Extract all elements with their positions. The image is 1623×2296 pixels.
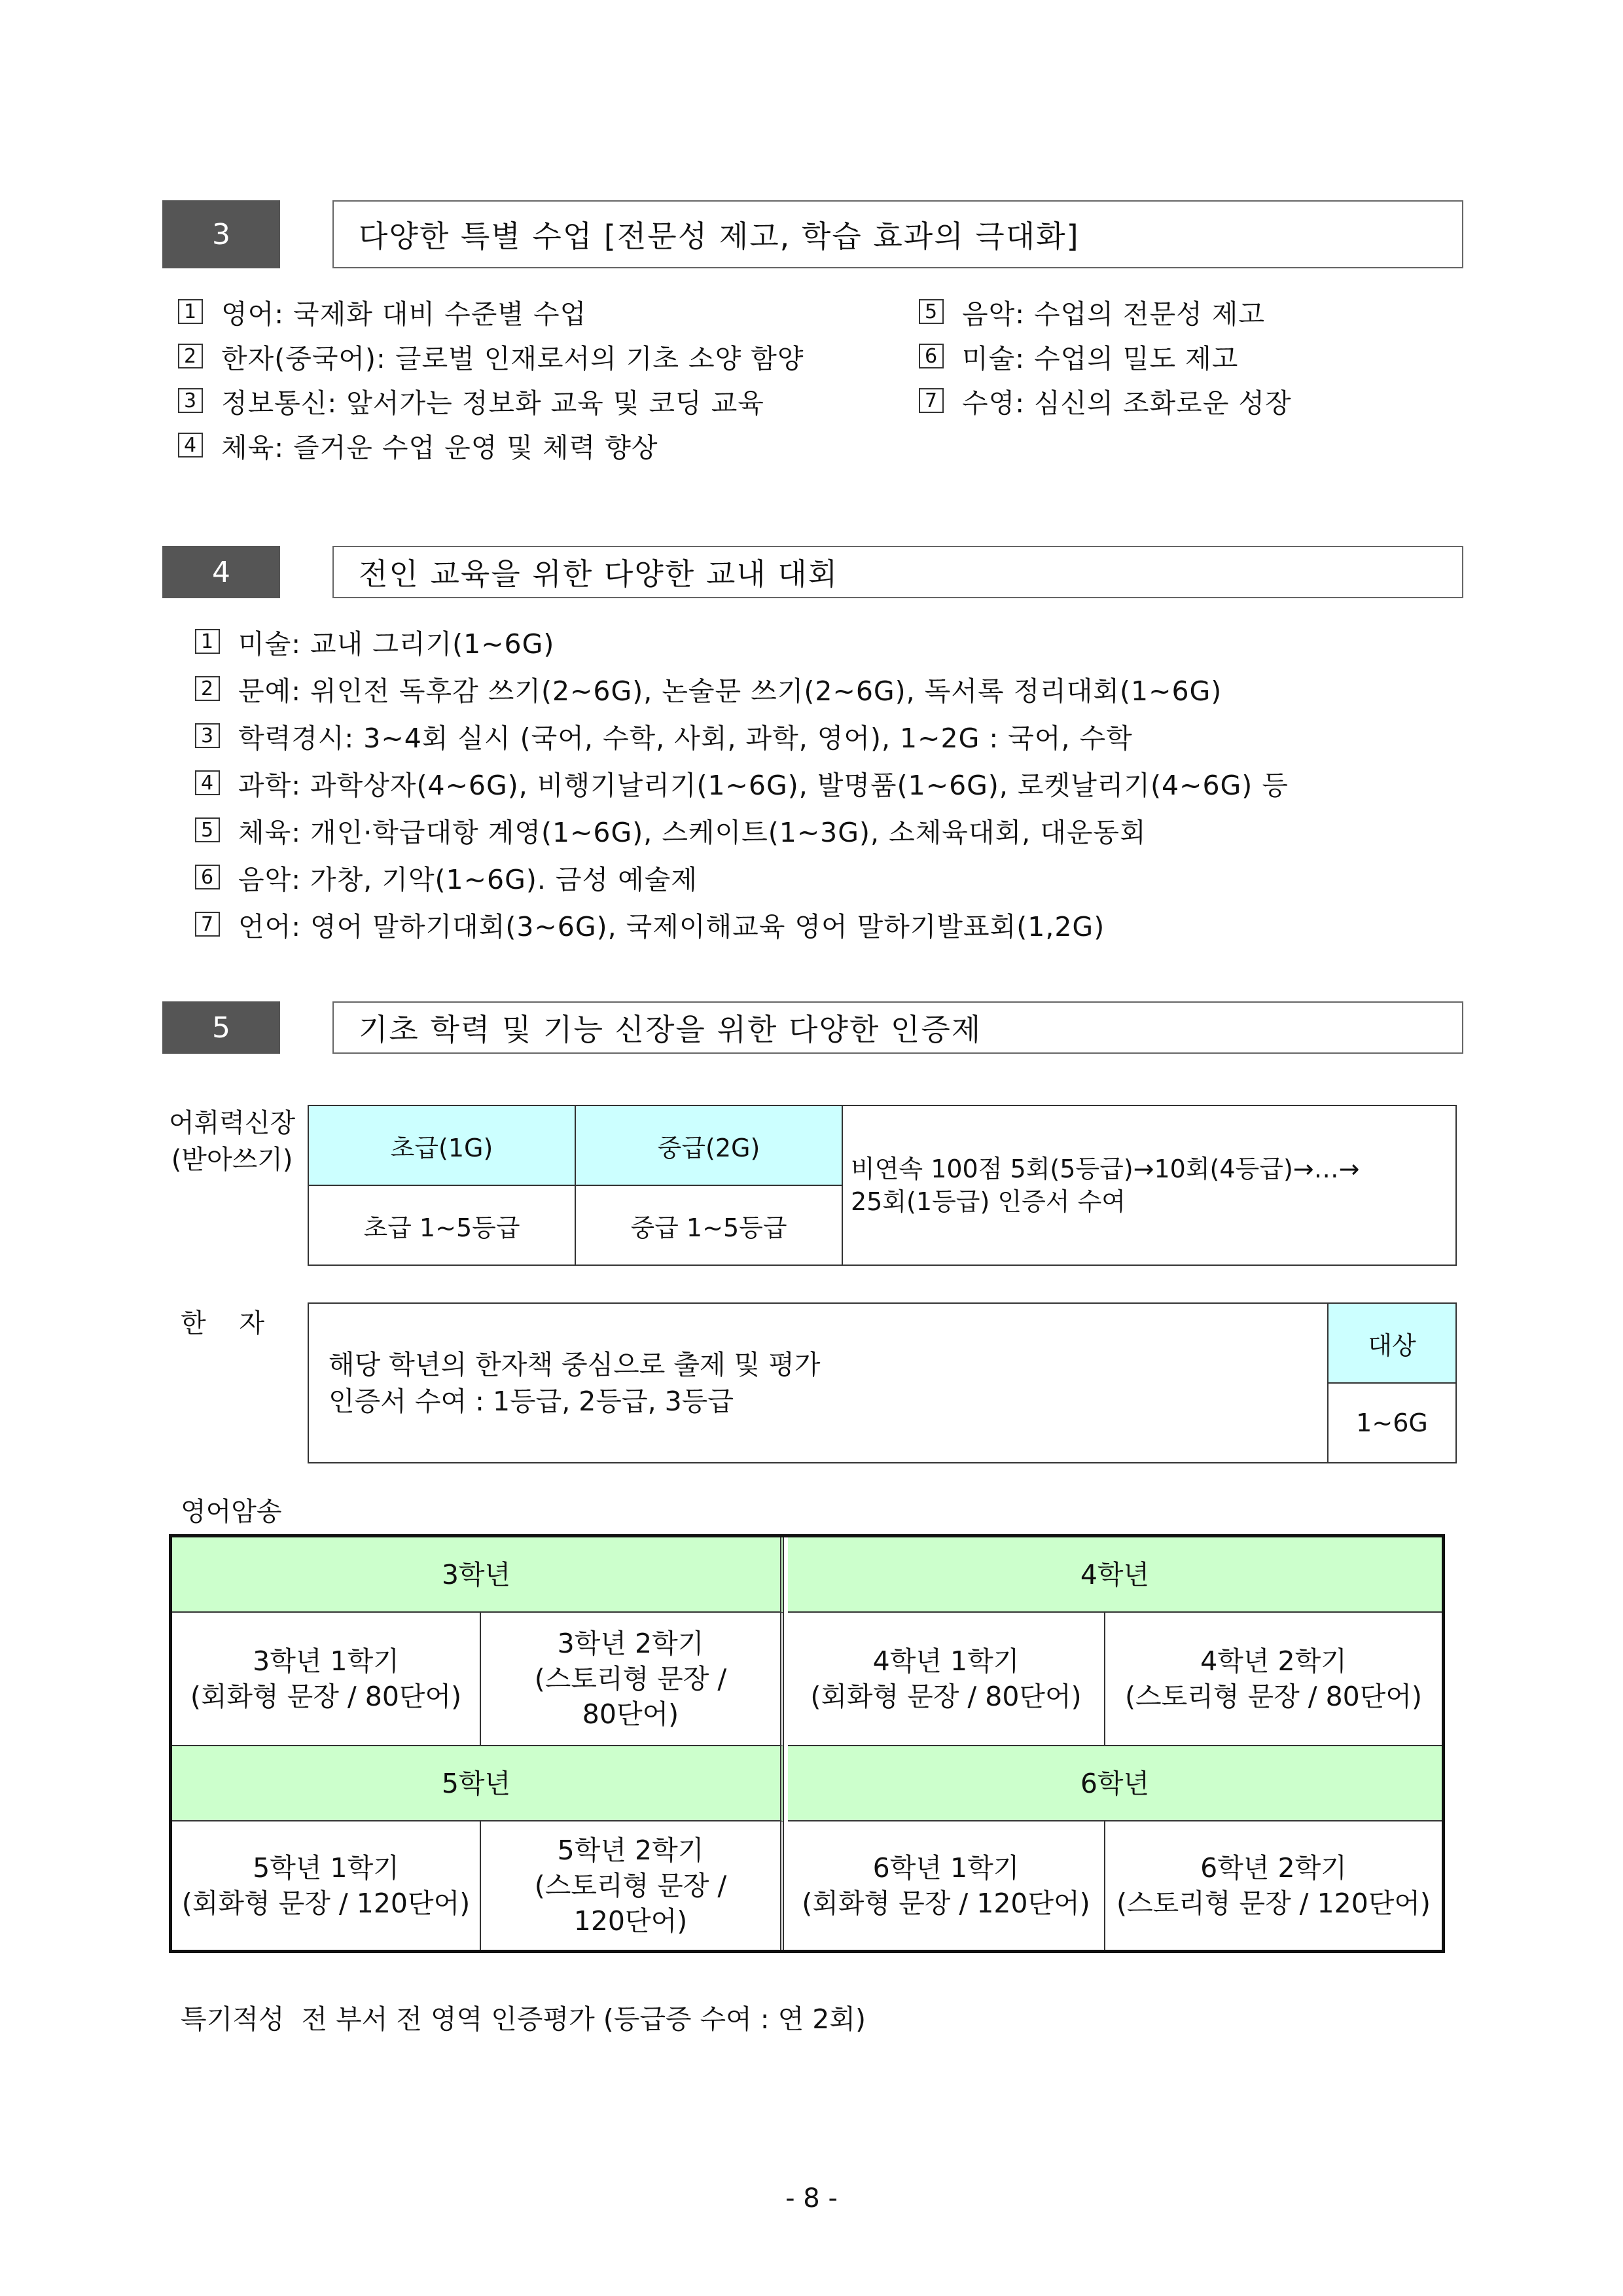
grade-6-header: 6학년 [788, 1746, 1442, 1821]
vocab-cell-intermediate: 중급 1~5등급 [575, 1185, 843, 1266]
vocab-header-intermediate: 중급(2G) [575, 1105, 843, 1186]
checkbox-number: 7 [919, 388, 944, 413]
sec3-item-1: 1 영어: 국제화 대비 수준별 수업 [178, 293, 586, 330]
grade-5-sem2: 5학년 2학기 (스토리형 문장 / 120단어) [481, 1821, 784, 1950]
hanja-label: 한 자 [181, 1308, 265, 1338]
hanja-target-header: 대상 [1327, 1302, 1457, 1384]
grade-5-sem1: 5학년 1학기 (회화형 문장 / 120단어) [172, 1821, 481, 1950]
checkbox-number: 3 [178, 388, 203, 413]
checkbox-number: 1 [195, 629, 220, 654]
checkbox-number: 2 [195, 676, 220, 701]
checkbox-number: 3 [195, 723, 220, 748]
checkbox-number: 5 [195, 817, 220, 842]
checkbox-number: 6 [195, 865, 220, 889]
english-table [169, 1534, 1445, 1953]
section-4-title: 전인 교육을 위한 다양한 교내 대회 [332, 546, 1463, 598]
grade-3-sem1: 3학년 1학기 (회화형 문장 / 80단어) [172, 1613, 481, 1746]
section-5-number: 5 [162, 1001, 280, 1054]
section-5-title: 기초 학력 및 기능 신장을 위한 다양한 인증제 [332, 1001, 1463, 1054]
sec4-item-6: 6 음악: 가창, 기악(1~6G). 금성 예술제 [195, 859, 698, 895]
grade-4-header: 4학년 [788, 1537, 1442, 1613]
checkbox-number: 4 [178, 433, 203, 457]
vocab-header-beginner: 초급(1G) [308, 1105, 576, 1186]
section-4-number: 4 [162, 546, 280, 598]
grade-4-sem2: 4학년 2학기 (스토리형 문장 / 80단어) [1105, 1613, 1442, 1746]
checkbox-number: 2 [178, 344, 203, 368]
special-aptitude-note: 특기적성 전 부서 전 영역 인증평가 (등급증 수여 : 연 2회) [181, 2003, 866, 2035]
checkbox-number: 7 [195, 912, 220, 937]
sec3-item-3: 3 정보통신: 앞서가는 정보화 교육 및 코딩 교육 [178, 382, 764, 419]
sec3-item-2: 2 한자(중국어): 글로벌 인재로서의 기초 소양 함양 [178, 338, 804, 374]
page-number: - 8 - [785, 2183, 838, 2214]
english-label: 영어암송 [181, 1497, 282, 1527]
hanja-target-value: 1~6G [1327, 1382, 1457, 1463]
sec3-item-6: 6 미술: 수업의 밀도 제고 [919, 338, 1238, 374]
grade-6-sem2: 6학년 2학기 (스토리형 문장 / 120단어) [1116, 1852, 1431, 1919]
checkbox-number: 5 [919, 299, 944, 324]
grade-3-sem2: 3학년 2학기 (스토리형 문장 / 80단어) [481, 1613, 784, 1746]
sec3-item-4: 4 체육: 즐거운 수업 운영 및 체력 향상 [178, 427, 658, 463]
section-3-number: 3 [162, 200, 280, 268]
checkbox-number: 1 [178, 299, 203, 324]
hanja-description: 해당 학년의 한자책 중심으로 출제 및 평가 인증서 수여 : 1등급, 2등급, 3등급 [308, 1302, 1329, 1463]
grade-3-header: 3학년 [172, 1537, 784, 1613]
vocab-label: 어휘력신장 (받아쓰기) [169, 1108, 296, 1175]
grade-5-header: 5학년 [172, 1746, 784, 1821]
sec4-item-7: 7 언어: 영어 말하기대회(3~6G), 국제이해교육 영어 말하기발표회(1,2G) [195, 906, 1105, 942]
grade-6-sem1: 6학년 1학기 (회화형 문장 / 120단어) [788, 1821, 1105, 1950]
sec3-item-5: 5 음악: 수업의 전문성 제고 [919, 293, 1265, 330]
sec3-item-7: 7 수영: 심신의 조화로운 성장 [919, 382, 1292, 419]
checkbox-number: 6 [919, 344, 944, 368]
sec4-item-2: 2 문예: 위인전 독후감 쓰기(2~6G), 논술문 쓰기(2~6G), 독서록 정리대회(1~6G) [195, 670, 1222, 707]
checkbox-number: 4 [195, 770, 220, 795]
sec4-item-4: 4 과학: 과학상자(4~6G), 비행기날리기(1~6G), 발명품(1~6G), 로켓날리기(4~6G) 등 [195, 764, 1289, 801]
vocab-description: 비연속 100점 5회(5등급)→10회(4등급)→…→ 25회(1등급) 인증서 수여 [842, 1105, 1457, 1266]
sec4-item-5: 5 체육: 개인·학급대항 계영(1~6G), 스케이트(1~3G), 소체육대회, 대운동회 [195, 812, 1147, 848]
grade-4-sem1: 4학년 1학기 (회화형 문장 / 80단어) [788, 1613, 1105, 1746]
sec4-item-1: 1 미술: 교내 그리기(1~6G) [195, 623, 554, 660]
vocab-cell-beginner: 초급 1~5등급 [308, 1185, 576, 1266]
sec4-item-3: 3 학력경시: 3~4회 실시 (국어, 수학, 사회, 과학, 영어), 1~2G : 국어, 수학 [195, 717, 1133, 754]
section-3-title: 다양한 특별 수업 [전문성 제고, 학습 효과의 극대화] [332, 200, 1463, 268]
